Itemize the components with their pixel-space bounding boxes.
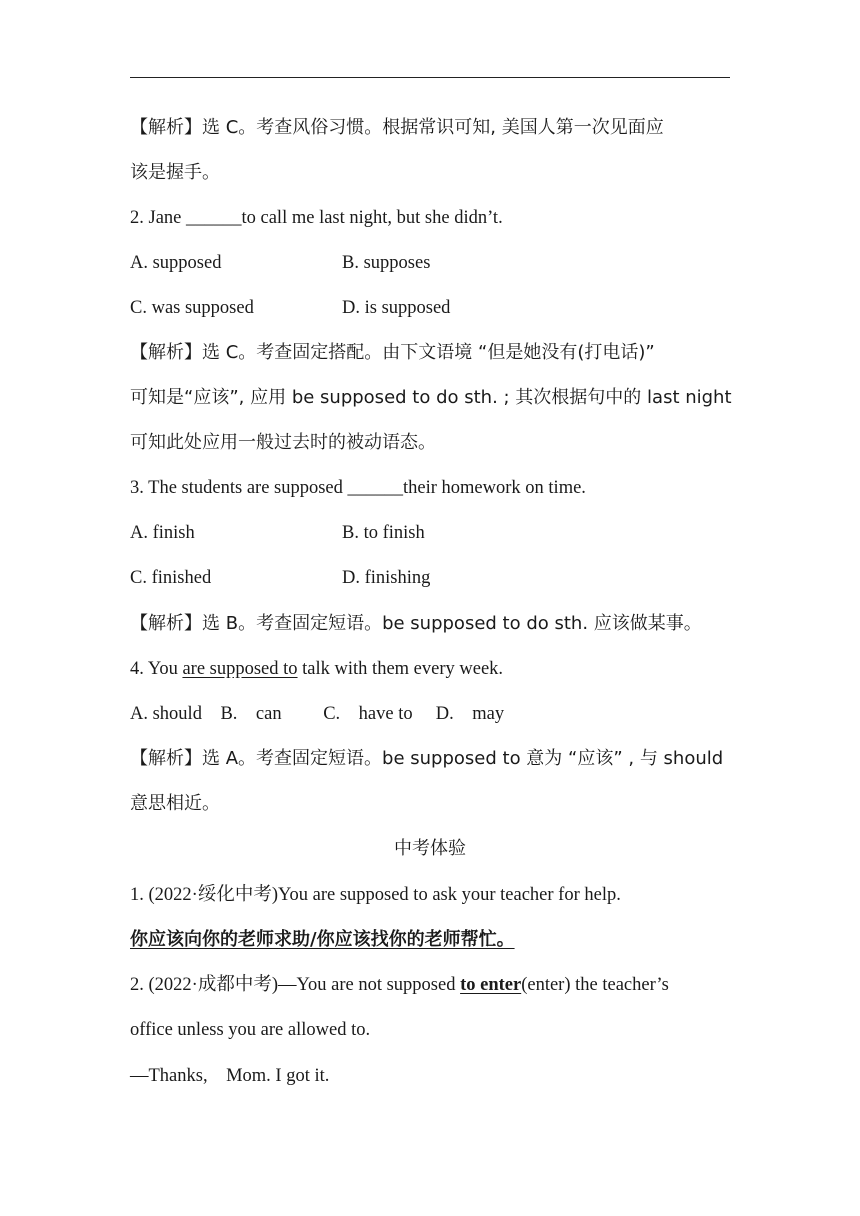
question-3-option-d: D. finishing <box>342 568 431 588</box>
question-4 <box>130 657 503 681</box>
analysis-1-line-1: 【解析】选 C。考查风俗习惯。根据常识可知, 美国人第一次见面应 <box>130 117 664 138</box>
exam-question-2-prefix: 2. (2022·成都中考)—You are not supposed <box>130 975 461 995</box>
analysis-1-line-2: 该是握手。 <box>130 162 220 183</box>
question-3: 3. The students are supposed ______their homework on time. <box>130 478 586 498</box>
exam-question-2-line-2: office unless you are allowed to. <box>130 1020 371 1040</box>
question-4-underlined-phrase: are supposed to <box>182 659 298 679</box>
question-2: 2. Jane ______to call me last night, but she didn’t. <box>130 208 503 228</box>
section-heading: 中考体验 <box>394 838 466 859</box>
analysis-2-line-2: 可知是“应该”, 应用 be supposed to do sth. ; 其次根据句中的 last night <box>130 387 732 408</box>
question-3-option-b: B. to finish <box>342 523 425 543</box>
analysis-2-line-1: 【解析】选 C。考查固定搭配。由下文语境 “但是她没有(打电话)” <box>130 342 655 363</box>
question-4-prefix: 4. You <box>130 659 183 679</box>
exam-question-2-line-3: —Thanks, Mom. I got it. <box>130 1066 330 1086</box>
header-rule <box>130 77 730 78</box>
exam-question-1-answer: 你应该向你的老师求助/你应该找你的老师帮忙。 <box>130 929 515 950</box>
question-3-option-c: C. finished <box>130 568 212 588</box>
question-4-options: A. should B. can C. have to D. may <box>130 704 505 724</box>
question-2-option-c: C. was supposed <box>130 298 254 318</box>
exam-question-2-answer: to enter <box>460 975 522 995</box>
analysis-4-line-1: 【解析】选 A。考查固定短语。be supposed to 意为 “应该” , 与 should <box>130 748 724 769</box>
question-3-option-a: A. finish <box>130 523 195 543</box>
analysis-4-line-2: 意思相近。 <box>130 793 220 814</box>
question-2-option-d: D. is supposed <box>342 298 451 318</box>
exam-question-2-suffix: (enter) the teacher’s <box>521 975 669 995</box>
exam-question-2-line-1 <box>130 973 669 997</box>
analysis-2-line-3: 可知此处应用一般过去时的被动语态。 <box>130 432 436 453</box>
question-2-option-a: A. supposed <box>130 253 222 273</box>
question-4-suffix: talk with them every week. <box>297 659 504 679</box>
question-2-option-b: B. supposes <box>342 253 431 273</box>
analysis-3: 【解析】选 B。考查固定短语。be supposed to do sth. 应该做某事。 <box>130 613 702 634</box>
exam-question-1: 1. (2022·绥化中考)You are supposed to ask your teacher for help. <box>130 885 621 905</box>
